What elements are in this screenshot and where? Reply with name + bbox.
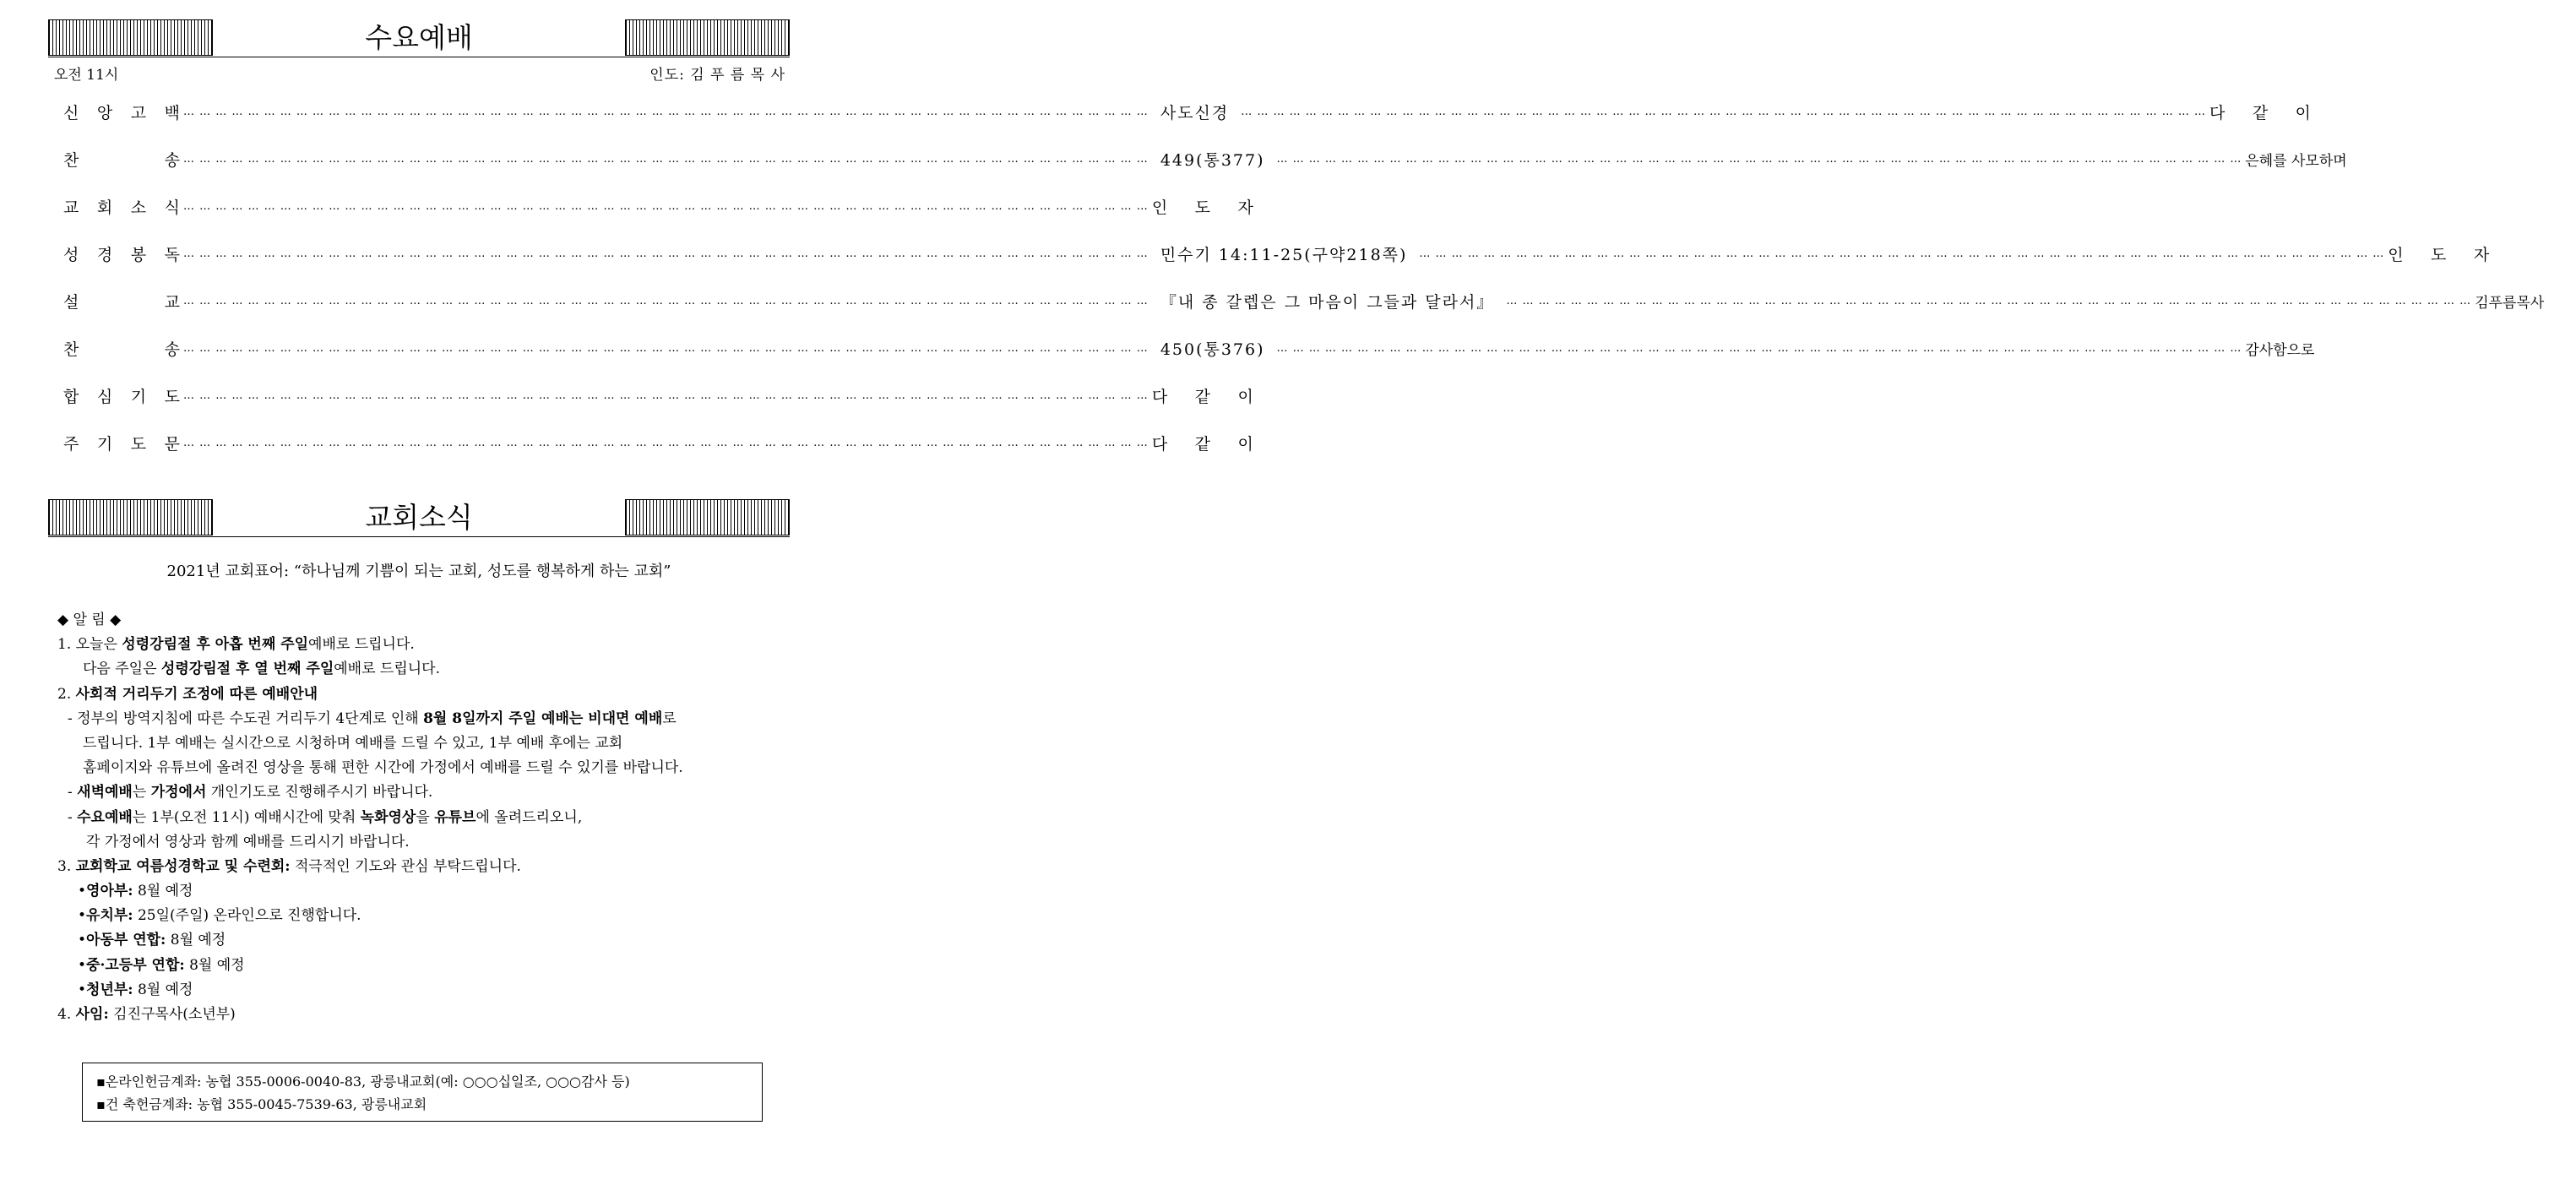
notice-line: 1. 오늘은 성령강림절 후 아홉 번째 주일예배로 드립니다.: [57, 636, 415, 654]
label-char: 성: [63, 245, 79, 264]
worship-item: [63, 241, 2490, 266]
worship-item: [63, 146, 2347, 171]
worship-time: 오전 11시: [54, 67, 119, 84]
label-char: 회: [96, 198, 113, 217]
building-offering-account: ▪건 축헌금계좌: 농협 355-0045-7539-63, 광릉내교회: [96, 1096, 427, 1112]
label-char: 문: [164, 434, 180, 454]
notice-line: •아동부 연합: 8월 예정: [78, 932, 226, 949]
worship-item: [63, 335, 2315, 361]
offering-accounts-box: [82, 1063, 763, 1122]
label-char: 교: [63, 198, 79, 217]
label-char: 심: [96, 387, 113, 406]
notice-line: 홈페이지와 유튜브에 올려진 영상을 통해 편한 시간에 가정에서 예배를 드릴 수 있기를 바랍니다.: [83, 759, 683, 777]
label-char: 독: [164, 245, 180, 264]
banner-stripes-right: [625, 499, 790, 535]
notice-line: 각 가정에서 영상과 함께 예배를 드리시기 바랍니다.: [86, 833, 410, 851]
leader-dots: … … … … … … … … … … … … … … … … … … … … … … … … … … … … … … … … … … … … … … … … … … … … … … … … … … … … … … … … … … … …: [1241, 105, 2207, 118]
notice-line: - 새벽예배는 가정에서 개인기도로 진행해주시기 바랍니다.: [68, 784, 433, 802]
notice-line: 4. 사임: 김진구목사(소년부): [57, 1006, 236, 1023]
notice-line: 드립니다. 1부 예배는 실시간으로 시청하며 예배를 드릴 수 있고, 1부 예배 후에는 교회: [83, 734, 623, 752]
performer-char: 같: [1194, 434, 1210, 454]
performer-char: 다: [1151, 434, 1168, 454]
notice-line: •청년부: 8월 예정: [78, 981, 193, 998]
worship-item-content: 449(통377): [1160, 150, 1265, 170]
notice-heading: ◆ 알 림 ◆: [57, 612, 122, 628]
label-char: 신: [63, 103, 79, 122]
label-char: 합: [63, 387, 79, 406]
worship-item: [63, 288, 2545, 313]
news-banner: [48, 499, 790, 537]
label-char: 기: [96, 434, 113, 454]
worship-item-performer: 감사함으로: [2245, 341, 2315, 359]
performer-char: 도: [2431, 245, 2447, 264]
performer-char: 인: [2388, 245, 2404, 264]
leader-dots: … … … … … … … … … … … … … … … … … … … … … … … … … … … … … … … … … … … … … … … … … … … … … … … … … … … … … … … … … … … …: [1276, 152, 2242, 166]
online-offering-account: ▪온라인헌금계좌: 농협 355-0006-0040-83, 광릉내교회(예: ○○○십일조, ○○○감사 등): [96, 1074, 630, 1090]
label-char: 찬: [63, 150, 79, 170]
worship-leader: 인도: 김 푸 름 목 사: [649, 67, 785, 84]
worship-item-performer: [2388, 242, 2489, 265]
worship-item-label: [63, 432, 180, 454]
worship-item-label: [63, 148, 180, 171]
notice-line: - 정부의 방역지침에 따른 수도권 거리두기 4단계로 인해 8월 8일까지 주일 예배는 비대면 예배로: [68, 709, 677, 727]
leader-dots: … … … … … … … … … … … … … … … … … … … … … … … … … … … … … … … … … … … … … … … … … … … … … … … … … … … … … … … … … … … …: [183, 199, 1149, 213]
worship-item-performer: [1152, 384, 1253, 407]
worship-item-label: [63, 337, 180, 360]
worship-item-performer: [1152, 195, 1253, 218]
leader-dots: … … … … … … … … … … … … … … … … … … … … … … … … … … … … … … … … … … … … … … … … … … … … … … … … … … … … … … … … … … … …: [183, 105, 1149, 118]
performer-char: 같: [2252, 103, 2269, 122]
worship-title: 수요예배: [365, 21, 473, 54]
worship-item-performer: 김푸름목사: [2475, 294, 2545, 312]
performer-char: 같: [1194, 387, 1210, 406]
label-char: 기: [130, 387, 147, 406]
leader-dots: … … … … … … … … … … … … … … … … … … … … … … … … … … … … … … … … … … … … … … … … … … … … … … … … … … … … … … … … … … … …: [1276, 341, 2242, 355]
worship-item-performer: 은혜를 사모하며: [2245, 152, 2347, 170]
worship-item: [63, 99, 2312, 124]
news-title: 교회소식: [365, 501, 473, 534]
label-char: 백: [164, 103, 180, 122]
banner-stripes-left: [48, 19, 213, 56]
notice-line: •영아부: 8월 예정: [78, 883, 193, 900]
leader-dots: … … … … … … … … … … … … … … … … … … … … … … … … … … … … … … … … … … … … … … … … … … … … … … … … … … … … … … … … … … … …: [183, 341, 1149, 355]
leader-dots: … … … … … … … … … … … … … … … … … … … … … … … … … … … … … … … … … … … … … … … … … … … … … … … … … … … … … … … … … … … …: [1419, 247, 2385, 260]
notice-line: - 수요예배는 1부(오전 11시) 예배시간에 맞춰 녹화영상을 유튜브에 올려드리오니,: [68, 808, 583, 826]
label-char: 도: [164, 387, 180, 406]
performer-char: 이: [1237, 434, 1253, 454]
performer-char: 자: [2473, 245, 2490, 264]
leader-dots: … … … … … … … … … … … … … … … … … … … … … … … … … … … … … … … … … … … … … … … … … … … … … … … … … … … … … … … … … … … …: [183, 152, 1149, 166]
label-char: 도: [130, 434, 147, 454]
leader-dots: … … … … … … … … … … … … … … … … … … … … … … … … … … … … … … … … … … … … … … … … … … … … … … … … … … … … … … … … … … … …: [183, 436, 1149, 449]
label-char: 고: [130, 103, 147, 122]
notice-line: •중·고등부 연합: 8월 예정: [78, 956, 245, 974]
label-char: 찬: [63, 340, 79, 359]
label-char: 소: [130, 198, 147, 217]
performer-char: 다: [1151, 387, 1168, 406]
church-motto: 2021년 교회표어: “하나님께 기쁨이 되는 교회, 성도를 행복하게 하는 교회”: [166, 563, 671, 580]
leader-dots: … … … … … … … … … … … … … … … … … … … … … … … … … … … … … … … … … … … … … … … … … … … … … … … … … … … … … … … … … … … …: [183, 247, 1149, 260]
label-char: 교: [164, 292, 180, 312]
notice-line: 다음 주일은 성령강림절 후 열 번째 주일예배로 드립니다.: [83, 660, 441, 678]
notice-line: 2. 사회적 거리두기 조정에 따른 예배안내: [57, 685, 318, 703]
performer-char: 다: [2209, 103, 2225, 122]
label-char: 송: [164, 340, 180, 359]
notice-line: 3. 교회학교 여름성경학교 및 수련회: 적극적인 기도와 관심 부탁드립니다.: [57, 857, 521, 875]
worship-item-label: [63, 242, 180, 265]
worship-item: [63, 193, 1253, 219]
worship-item-content: 450(통376): [1160, 340, 1265, 359]
label-char: 앙: [96, 103, 113, 122]
worship-item-label: [63, 290, 180, 313]
label-char: 식: [164, 198, 180, 217]
leader-dots: … … … … … … … … … … … … … … … … … … … … … … … … … … … … … … … … … … … … … … … … … … … … … … … … … … … … … … … … … … … …: [1506, 294, 2472, 307]
worship-item-label: [63, 195, 180, 218]
worship-item: [63, 430, 1253, 455]
performer-char: 인: [1151, 198, 1168, 217]
performer-char: 도: [1194, 198, 1210, 217]
notices: [57, 608, 801, 1027]
worship-item-performer: [2209, 101, 2311, 123]
label-char: 경: [96, 245, 113, 264]
banner-stripes-right: [625, 19, 790, 56]
label-char: 봉: [130, 245, 147, 264]
worship-banner: [48, 19, 790, 57]
label-char: 설: [63, 292, 79, 312]
worship-item-content: 『내 종 갈렙은 그 마음이 그들과 달라서』: [1160, 292, 1495, 312]
label-char: 주: [63, 434, 79, 454]
worship-item-label: [63, 384, 180, 407]
notice-line: •유치부: 25일(주일) 온라인으로 진행합니다.: [78, 907, 361, 925]
banner-stripes-left: [48, 499, 213, 535]
performer-char: 이: [2295, 103, 2312, 122]
leader-dots: … … … … … … … … … … … … … … … … … … … … … … … … … … … … … … … … … … … … … … … … … … … … … … … … … … … … … … … … … … … …: [183, 294, 1149, 307]
worship-item: [63, 383, 1253, 408]
worship-item-content: 사도신경: [1160, 103, 1230, 122]
leader-dots: … … … … … … … … … … … … … … … … … … … … … … … … … … … … … … … … … … … … … … … … … … … … … … … … … … … … … … … … … … … …: [183, 389, 1149, 402]
worship-item-performer: [1152, 432, 1253, 454]
performer-char: 자: [1237, 198, 1253, 217]
worship-item-content: 민수기 14:11-25(구약218쪽): [1160, 245, 1408, 264]
performer-char: 이: [1237, 387, 1253, 406]
worship-item-label: [63, 101, 180, 123]
label-char: 송: [164, 150, 180, 170]
